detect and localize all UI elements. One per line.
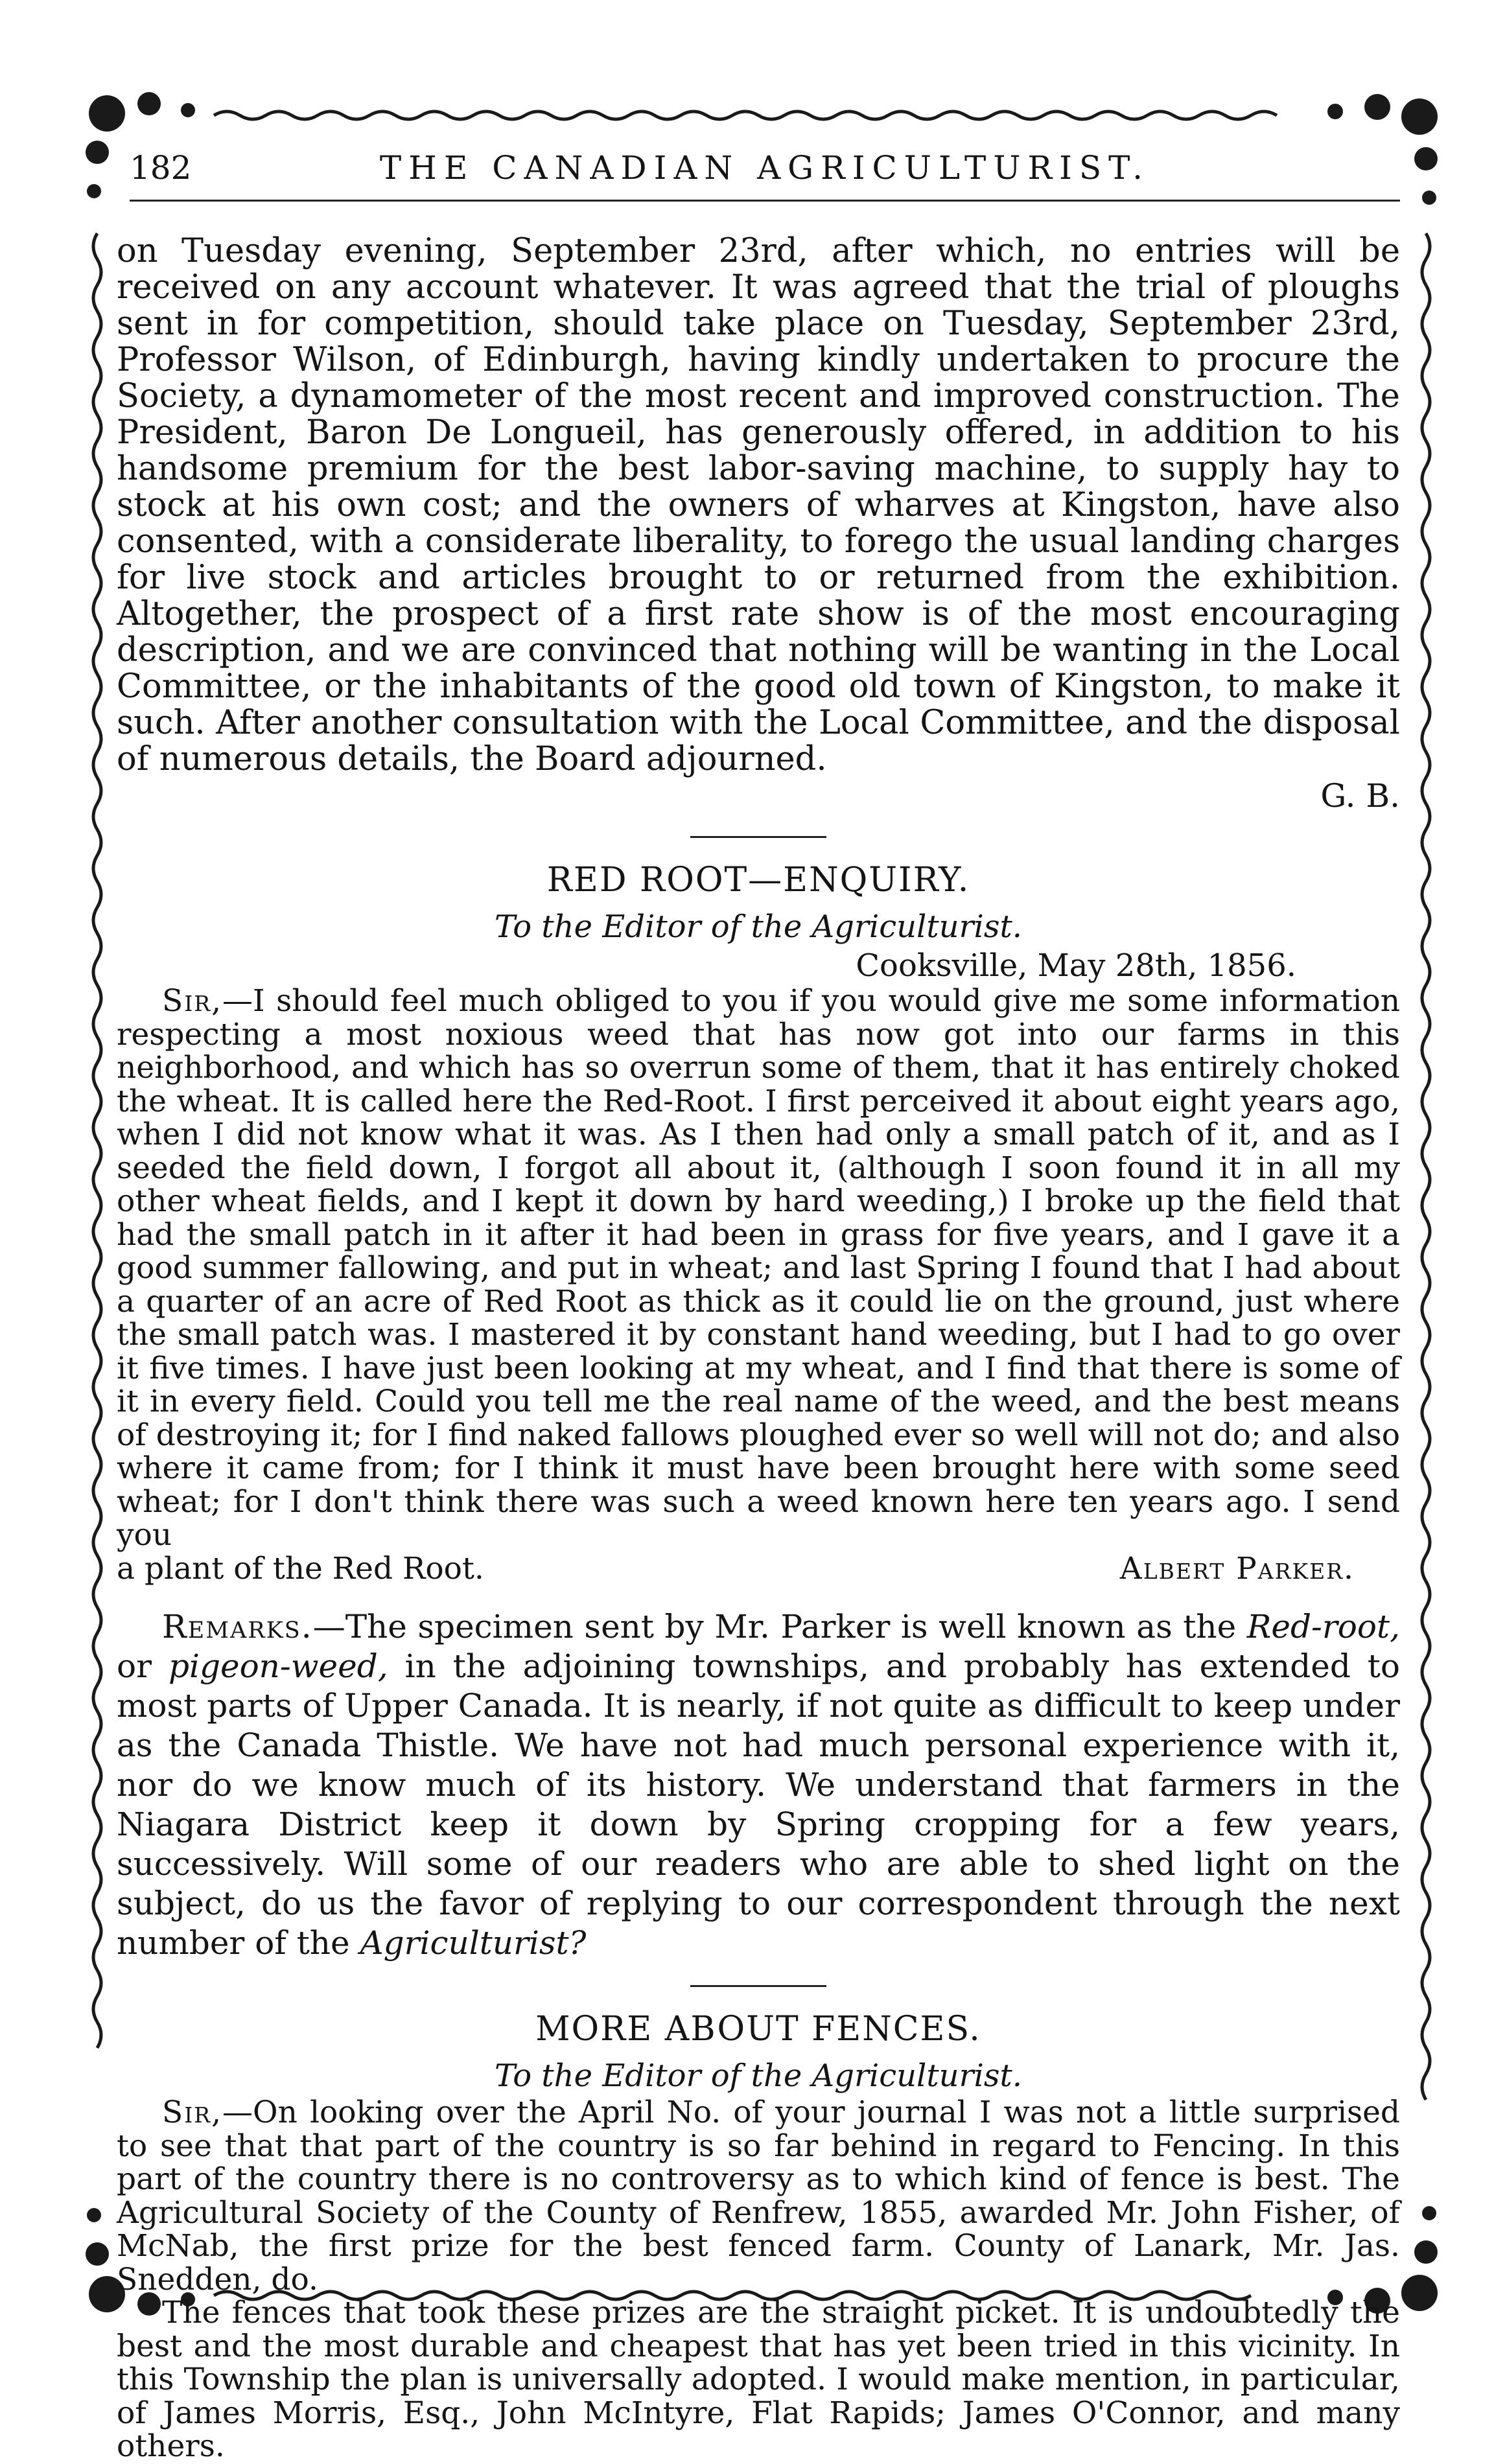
article1-author: Albert Parker. <box>1119 1550 1355 1586</box>
section-separator <box>690 836 826 838</box>
article1-letter-opening: Sir, <box>162 983 223 1019</box>
remarks-text-3: in the adjoining townships, and probably has extended to most parts of Upper Canada. It is nearly, if not quite as difficult to keep under as the Canada Thistle. We have not had much personal experience with it, nor do we know much of its history. We understand that farmers in the Niagara District keep it down by Spring cropping for a few years, successively. Will some of our readers who are able to shed light on the subject, do us the favor of replying to our correspondent through the next number of the <box>117 1647 1400 1962</box>
section-separator <box>690 1985 826 1987</box>
article1-letter-body <box>117 984 1400 1552</box>
article2-paragraph-1-text: —On looking over the April No. of your journal I was not a little surprised to see that that part of the country is so far behind in regard to Fencing. In this part of the country there is no controversy as to which kind of fence is best. The Agricultural Society of the County of Renfrew, 1855, awarded Mr. John Fisher, of McNab, the first prize for the best fenced farm. County of Lanark, Mr. Jas. Snedden, do. <box>117 2095 1400 2297</box>
article2-salutation: To the Editor of the Agriculturist. <box>494 2058 1023 2094</box>
left-border-line <box>93 233 101 2048</box>
article1-remarks <box>117 1607 1400 1963</box>
article2-paragraph-2: The fences that took these prizes are the straight picket. It is undoubtedly the best and the most durable and cheapest that has yet been tried in this vicinity. In this Township the plan is universally adopted. I would make mention, in particular, of James Morris, Esq., John McIntyre, Flat Rapids; James O'Connor, and many others. <box>117 2295 1400 2464</box>
remarks-text-1: —The specimen sent by Mr. Parker is well known as the <box>312 1608 1247 1645</box>
page-header <box>130 149 1400 201</box>
article-title-red-root: RED ROOT—ENQUIRY. <box>546 861 970 900</box>
remarks-label: Remarks. <box>162 1608 313 1645</box>
right-border-line <box>1422 233 1430 2100</box>
article2-paragraph-1 <box>117 2096 1400 2296</box>
top-border-line <box>214 111 1277 119</box>
article1-letter-closing <box>117 1552 1400 1586</box>
article-title-fences: MORE ABOUT FENCES. <box>535 2010 981 2049</box>
continued-paragraph: on Tuesday evening, September 23rd, after which, no entries will be received on any account whatever. It was agreed that the trial of ploughs sent in for competition, should take place on Tuesday, September 23rd, Professor Wilson, of Edinburgh, having kindly undertaken to procure the Society, a dynamometer of the most recent and improved construction. The President, Baron De Longueil, has generously offered, in addition to his handsome premium for the best labor-saving machine, to supply hay to stock at his own cost; and the owners of wharves at Kingston, have also consented, with a considerate liberality, to forego the usual landing charges for live stock and articles brought to or returned from the exhibition. Altogether, the prospect of a first rate show is of the most encouraging description, and we are convinced that nothing will be wanting in the Local Committee, or the inhabitants of the good old town of Kingston, to make it such. After another consultation with the Local Committee, and the disposal of numerous details, the Board adjourned. <box>117 232 1400 778</box>
remarks-text-2: or <box>117 1647 169 1685</box>
article2-letter-opening: Sir, <box>162 2095 223 2130</box>
main-column <box>117 233 1400 2463</box>
article1-dateline: Cooksville, May 28th, 1856. <box>856 947 1296 984</box>
remarks-italic-pigeon-weed: pigeon-weed, <box>168 1647 388 1685</box>
continued-signature: G. B. <box>1320 777 1400 815</box>
header-rule <box>130 200 1400 202</box>
article1-letter-last-line: a plant of the Red Root. <box>117 1550 484 1586</box>
article1-salutation: To the Editor of the Agriculturist. <box>494 909 1023 945</box>
running-title: THE CANADIAN AGRICULTURIST. <box>379 149 1150 187</box>
remarks-italic-red-root: Red-root, <box>1246 1608 1400 1645</box>
page-number: 182 <box>130 149 192 187</box>
article1-letter-text: —I should feel much obliged to you if you would give me some information respecting a most noxious weed that has now got into our farms in this neighborhood, and which has so overrun some of them, that it has entirely choked the wheat. It is called here the Red-Root. I first perceived it about eight years ago, when I did not know what it was. As I then had only a small patch of it, and as I seeded the field down, I forgot all about it, (although I soon found it in all my other wheat fields, and I kept it down by hard weeding,) I broke up the field that had the small patch in it after it had been in grass for five years, and I gave it a good summer fallowing, and put in wheat; and last Spring I found that I had about a quarter of an acre of Red Root as thick as it could lie on the ground, just where the small patch was. I mastered it by constant hand weeding, but I had to go over it five times. I have just been looking at my wheat, and I find that there is some of it in every field. Could you tell me the real name of the weed, and the best means of destroying it; for I find naked fallows ploughed ever so well will not do; and also where it came from; for I think it must have been brought here with some seed wheat; for I don't think there was such a weed known here ten years ago. I send you <box>117 983 1400 1553</box>
remarks-italic-agriculturist: Agriculturist? <box>360 1924 587 1962</box>
